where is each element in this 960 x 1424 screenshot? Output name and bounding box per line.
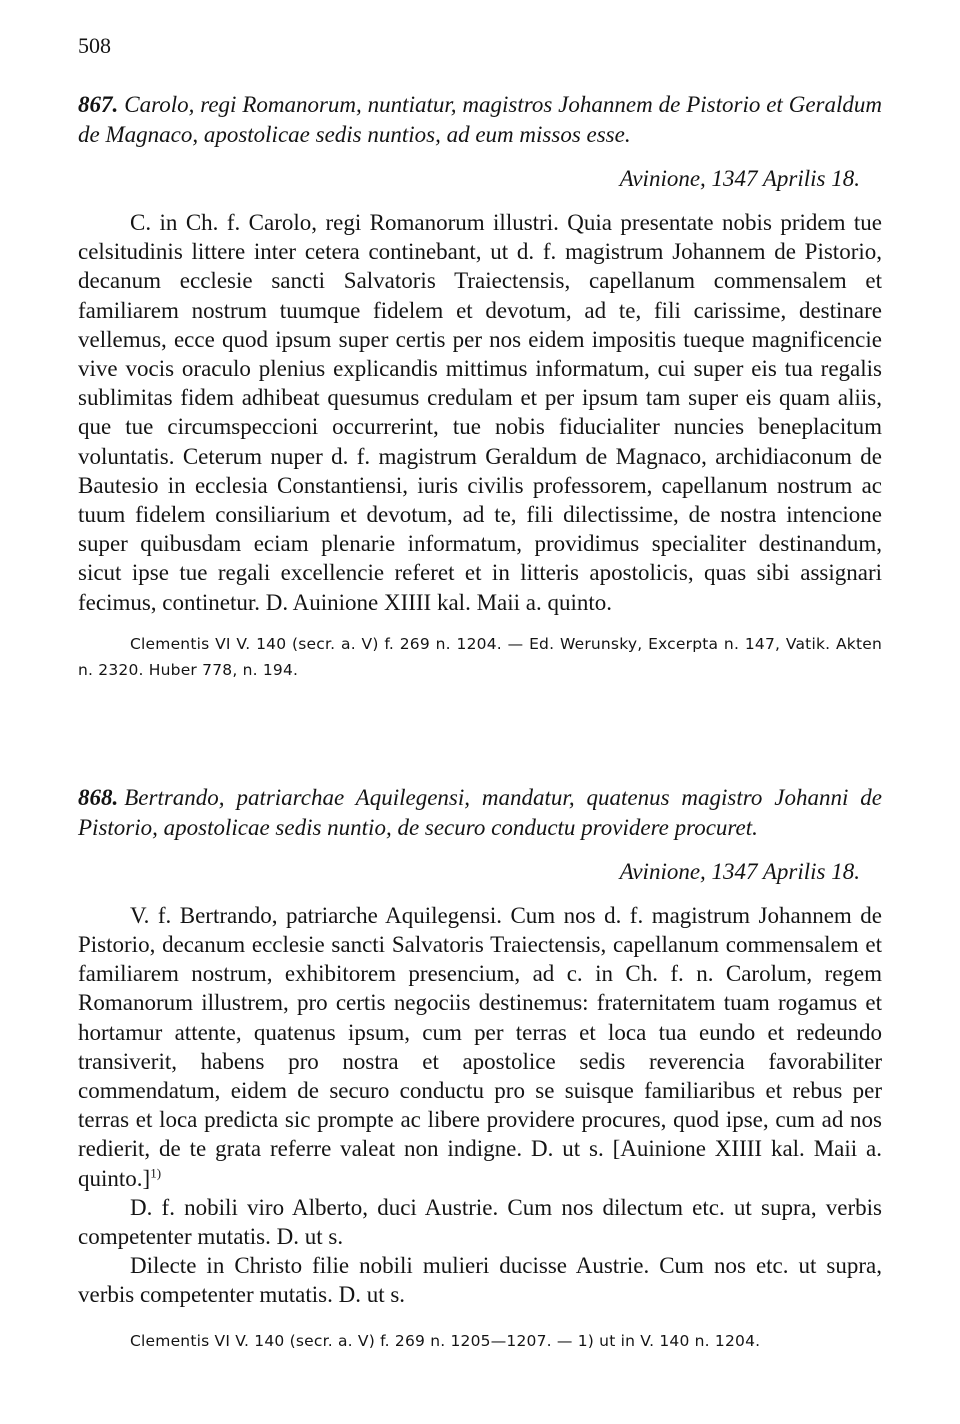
- footnote-marker: 1): [150, 1165, 162, 1181]
- page-number: 508: [78, 33, 111, 58]
- entry-summary: Carolo, regi Romanorum, nuntiatur, magistros Johannem de Pistorio et Geraldum de Magnaco, apostolicae sedis nuntios, ad eum missos esse.: [78, 92, 882, 147]
- entry-number: 868.: [78, 784, 119, 810]
- entry-paragraph: [78, 901, 882, 1193]
- paragraph-text: V. f. Bertrando, patriarche Aquilegensi. Cum nos d. f. magistrum Johannem de Pistorio, decanum ecclesie sancti Salvatoris Traiectensis, capellanum commensalem et familiarem nostrum, exhibitorem presencium, ad c. in Ch. f. n. Carolum, regem Romanorum illustrem, pro certis negociis destinemus: fraternitatem tuam rogamus et hortamur attente, quatenus ipsum, cum per terras et loca tua eundo et redeundo transiverit, habens pro nostra et apostolice sedis reverencia favorabiliter commendatum, eidem de securo conductu pro se suisque familiaribus et rebus per terras et loca predicta sic prompte ac libere providere procures, quod ipse, cum ad nos redierit, de te grata referre valeat non indigne. D. ut s. [Auinione XIIII kal. Maii a. quinto.]: [78, 902, 882, 1191]
- entry-dateline: Avinione, 1347 Aprilis 18.: [619, 166, 860, 191]
- entry-heading: [78, 783, 882, 843]
- source-note: Clementis VI V. 140 (secr. a. V) f. 269 n. 1205—1207. — 1) ut in V. 140 n. 1204.: [130, 1331, 761, 1350]
- source-note: Clementis VI V. 140 (secr. a. V) f. 269 n. 1204. — Ed. Werunsky, Excerpta n. 147, Vatik. Akten n. 2320. Huber 778, n. 194.: [78, 634, 882, 679]
- entry-number: 867.: [78, 92, 119, 117]
- entry-heading: [78, 90, 882, 150]
- entry-dateline: Avinione, 1347 Aprilis 18.: [619, 858, 860, 884]
- entry-summary: Bertrando, patriarchae Aquilegensi, mandatur, quatenus magistro Johanni de Pistorio, apostolicae sedis nuntio, de securo conductu providere procuret.: [78, 784, 882, 840]
- document-page: [78, 32, 882, 1354]
- entry-868: [78, 783, 882, 1354]
- entry-paragraph: D. f. nobili viro Alberto, duci Austrie. Cum nos dilectum etc. ut supra, verbis competenter mutatis. D. ut s.: [78, 1194, 882, 1250]
- entry-paragraph: C. in Ch. f. Carolo, regi Romanorum illustri. Quia presentate nobis pridem tue celsitudinis littere inter cetera continebant, ut d. f. magistrum Johannem de Pistorio, decanum ecclesie sancti Salvatoris Traiectensis, capellanum commensalem et familiarem nostrum tuumque fidelem et devotum, ad te, fili carissime, destinare vellemus, ecce quod ipsum super certis per nos eidem impositis tueque magnificencie vive vocis oraculo plenius explicandis mittimus informatum, cui super eis tua regalis sublimitas fidem adhibeat quesumus credulam et per ipsum tam super eis quam aliis, que tue circumspeccioni occurrerint, tue nobis fiducialiter nuncies beneplacitum voluntatis. Ceterum nuper d. f. magistrum Geraldum de Magnaco, archidiaconum de Bautesio in ecclesia Constantiensi, iuris civilis professorem, capellanum nostrum ac tuum fidelem consiliarium et devotum, ad te, fili dilectissime, de nostra intencione super quibusdam eciam plenarie informatum, providimus specialiter destinandum, sicut ipse tue regali excellencie referet et in litteris apostolicis, quas sibi assignari fecimus, continetur. D. Auinione XIIII kal. Maii a. quinto.: [78, 210, 882, 615]
- entry-paragraph: Dilecte in Christo filie nobili mulieri ducisse Austrie. Cum nos etc. ut supra, verbis competenter mutatis. D. ut s.: [78, 1253, 882, 1308]
- entry-867: [78, 90, 882, 683]
